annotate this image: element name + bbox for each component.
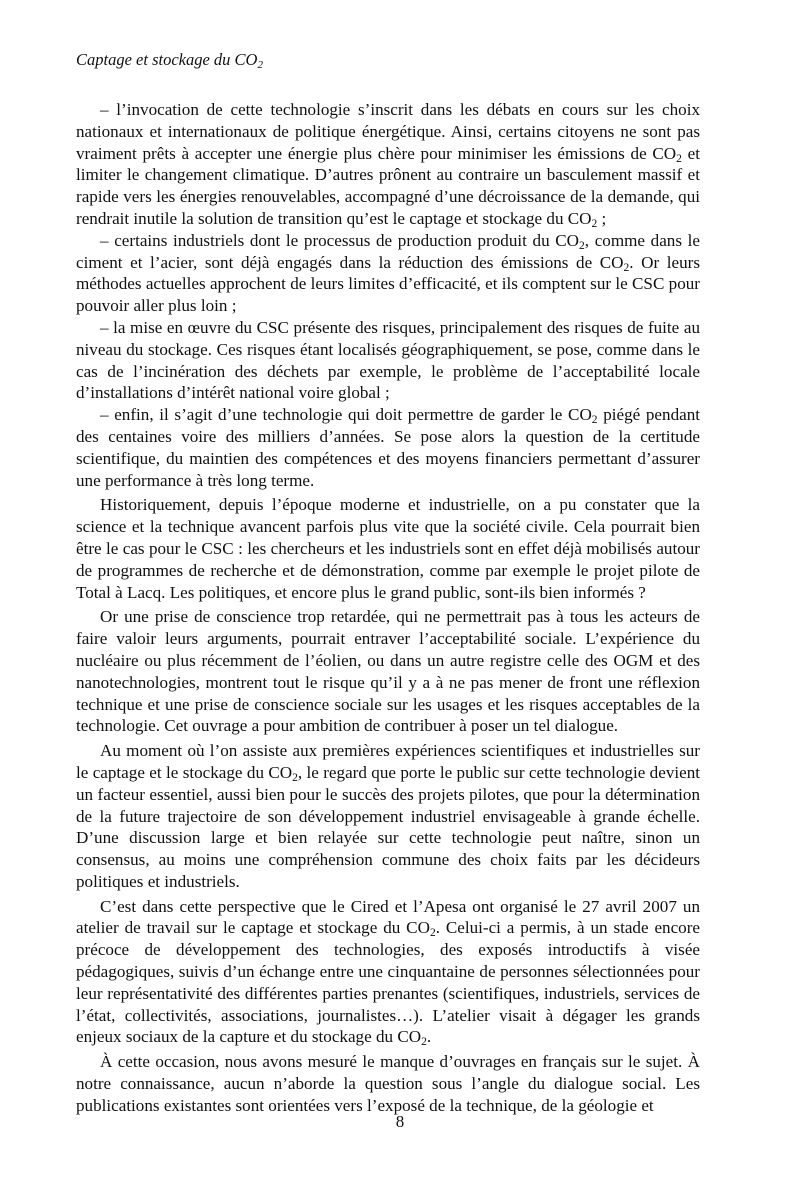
text-run: Or une prise de conscience trop retardée, qui ne permettrait pas à tous les acteurs de faire valoir leurs arguments, pourrait entraver l’acceptabilité sociale. L’expérience du nucléaire ou plus récemment de l’éolien, ou dans un autre registre celle des OGM et des nanotechnologies, montrent tout le risque qu’il y a à ne pas mener de front une réflexion technique et une prise de conscience sociale sur les usages et les risques acceptables de la technologie. Cet ouvrage a pour ambition de contribuer à poser un tel dialogue. (76, 607, 700, 736)
text-run: À cette occasion, nous avons mesuré le manque d’ouvrages en français sur le sujet. À notre connaissance, aucun n’aborde la question sous l’angle du dialogue social. Les publications existantes sont orientées vers l’exposé de la technique, de la géologie et (76, 1052, 700, 1115)
text-run: piégé pendant des centaines voire des milliers d’années. Se pose alors la question de la certitude scientifique, du maintien des compétences et des moyens financiers permettant d’assurer une performance à très long terme. (76, 405, 700, 490)
running-header (76, 50, 263, 70)
page-number: 8 (395, 1112, 405, 1131)
paragraph (76, 494, 700, 603)
text-run: et limiter le changement climatique. D’autres prônent au contraire un basculement massif et rapide vers les énergies renouvelables, accompagné d’une décroissance de la demande, qui rendrait inutile la solution de transition qu’est le captage et stockage du CO (76, 143, 700, 228)
subscript-text: 2 (579, 239, 585, 252)
subscript-text: 2 (591, 414, 598, 427)
text-run: ; (597, 208, 607, 228)
text-run: – l’invocation de cette technologie s’inscrit dans les débats en cours sur les choix nationaux et internationaux de politique énergétique. Ainsi, certains citoyens ne sont pas vraiment prêts à accepter une énergie plus chère pour minimiser les émissions de CO (76, 100, 700, 163)
text-run: . (426, 1027, 432, 1047)
subscript-text: 2 (623, 261, 630, 274)
text-run: – certains industriels dont le processus de production produit du CO (100, 230, 580, 250)
text-run: . Celui-ci a permis, à un stade encore précoce de développement des technologies, des exposés introductifs à visée pédagogiques, suivis d’un échange entre une cinquantaine de personnes sélectionnées pour leur représentativité des différentes parties prenantes (scientifiques, industriels, services de l’état, collectivités, associations, journalistes…). L’atelier visait à dégager les grands enjeux sociaux de la capture et du stockage du CO (76, 918, 701, 1047)
subscript-text: 2 (292, 771, 298, 784)
paragraph (76, 317, 700, 404)
text-run: C’est dans cette perspective que le Cired et l’Apesa ont organisé le 27 avril 2007 un atelier de travail sur le captage et stockage du CO (76, 896, 700, 938)
text-run: – la mise en œuvre du CSC présente des risques, principalement des risques de fuite au niveau du stockage. Ces risques étant localisés géographiquement, se pose, comme dans le cas de l’incinération des déchets par exemple, le problème de l’acceptabilité locale d’installations d’intérêt national voire global ; (76, 317, 700, 403)
subscript-text: 2 (429, 927, 436, 940)
paragraph (76, 1051, 700, 1116)
paragraph (76, 230, 700, 317)
paragraph (76, 740, 700, 893)
text-run: . Or leurs méthodes actuelles approchent de leurs limites d’efficacité, et ils comptent sur le CSC pour pouvoir aller plus loin ; (76, 252, 700, 316)
paragraph (76, 606, 700, 737)
text-run: Historiquement, depuis l’époque moderne et industrielle, on a pu constater que la science et la technique avancent parfois plus vite que la société civile. Cela pourrait bien être le cas pour le CSC : les chercheurs et les industriels sont en effet déjà mobilisés autour de programmes de recherche et de démonstration, comme par exemple le projet pilote de Total à Lacq. Les politiques, et encore plus le grand public, sont-ils bien informés ? (76, 495, 700, 602)
running-header-title: Captage et stockage du CO (76, 50, 258, 69)
subscript-text: 2 (591, 217, 598, 230)
body-text (76, 99, 700, 1117)
paragraph (76, 99, 700, 230)
text-run: Au moment où l’on assiste aux premières expériences scientifiques et industrielles sur le captage et le stockage du CO (76, 741, 700, 782)
paragraph (76, 404, 700, 491)
text-run: , comme dans le ciment et l’acier, sont déjà engagés dans la réduction des émissions de CO (76, 230, 700, 272)
subscript-text: 2 (676, 152, 682, 165)
subscript-text: 2 (421, 1036, 427, 1049)
text-run: , le regard que porte le public sur cette technologie devient un facteur essentiel, aussi bien pour le succès des projets pilotes, que pour la détermination de la future trajectoire de son développement industriel envisageable à grande échelle. D’une discussion large et bien relayée sur cette technologie peut naître, sinon un consensus, au moins une compréhension commune des choix faits par les décideurs politiques et industriels. (76, 762, 700, 891)
running-header-subscript: 2 (257, 59, 263, 71)
text-run: – enfin, il s’agit d’une technologie qui doit permettre de garder le CO (100, 405, 592, 425)
paragraph (76, 896, 700, 1049)
